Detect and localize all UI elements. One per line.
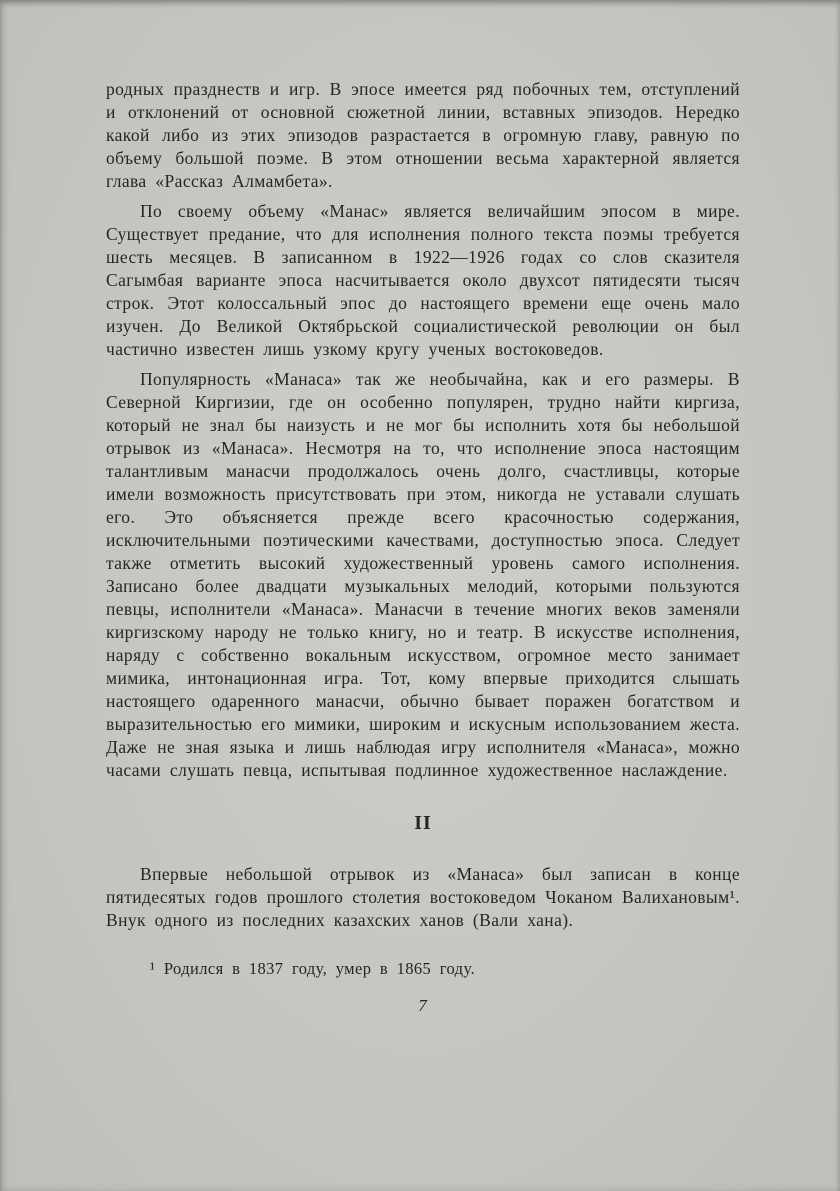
paragraph: Популярность «Манаса» так же необычайна, как и его размеры. В Северной Киргизии, где он особенно популярен, трудно найти киргиза, который не знал бы наизусть и не мог бы исполнить хотя бы небольшой отрывок из «Манаса». Несмотря на то, что исполнение эпоса настоящим талантливым манасчи продолжалось очень долго, счастливцы, которые имели возможность присутствовать при этом, никогда не уставали слушать его. Это объясняется прежде всего красочностью содержания, исключительными поэтическими качествами, доступностью эпоса. Следует также отметить высокий художественный уровень самого исполнения. Записано более двадцати музыкальных мелодий, которыми пользуются певцы, исполнители «Манаса». Манасчи в течение многих веков заменяли киргизскому народу не только книгу, но и театр. В искусстве исполнения, наряду с собственно вокальным искусством, огромное место занимает мимика, интонационная игра. Тот, кому впервые приходится слышать настоящего одаренного манасчи, обычно бывает поражен богатством и выразительностью его мимики, широким и искусным использованием жеста. Даже не зная языка и лишь наблюдая игру исполнителя «Манаса», можно часами слушать певца, испытывая подлинное художественное наслаждение. (106, 369, 740, 780)
page-number: 7 (418, 996, 428, 1015)
paragraph: родных празднеств и игр. В эпосе имеется ряд побочных тем, отступлений и отклонений от основной сюжетной линии, вставных эпизодов. Нередко какой либо из этих эпизодов разрастается в огромную главу, равную по объему большой поэме. В этом отношении весьма характерной является глава «Рассказ Алмамбета». (106, 79, 740, 191)
section-heading: II (414, 812, 432, 834)
paragraph: Впервые небольшой отрывок из «Манаса» был записан в конце пятидесятых годов прошлого столетия востоковедом Чоканом Валихановым¹. Внук одного из последних казахских ханов (Вали хана). (106, 864, 740, 930)
paragraph: По своему объему «Манас» является величайшим эпосом в мире. Существует предание, что для исполнения полного текста поэмы требуется шесть месяцев. В записанном в 1922—1926 годах со слов сказителя Сагымбая варианте эпоса насчитывается около двухсот пятидесяти тысяч строк. Этот колоссальный эпос до настоящего времени еще очень мало изучен. До Великой Октябрьской социалистической революции он был частично известен лишь узкому кругу ученых востоковедов. (106, 201, 740, 359)
footnote: ¹ Родился в 1837 году, умер в 1865 году. (150, 959, 475, 978)
